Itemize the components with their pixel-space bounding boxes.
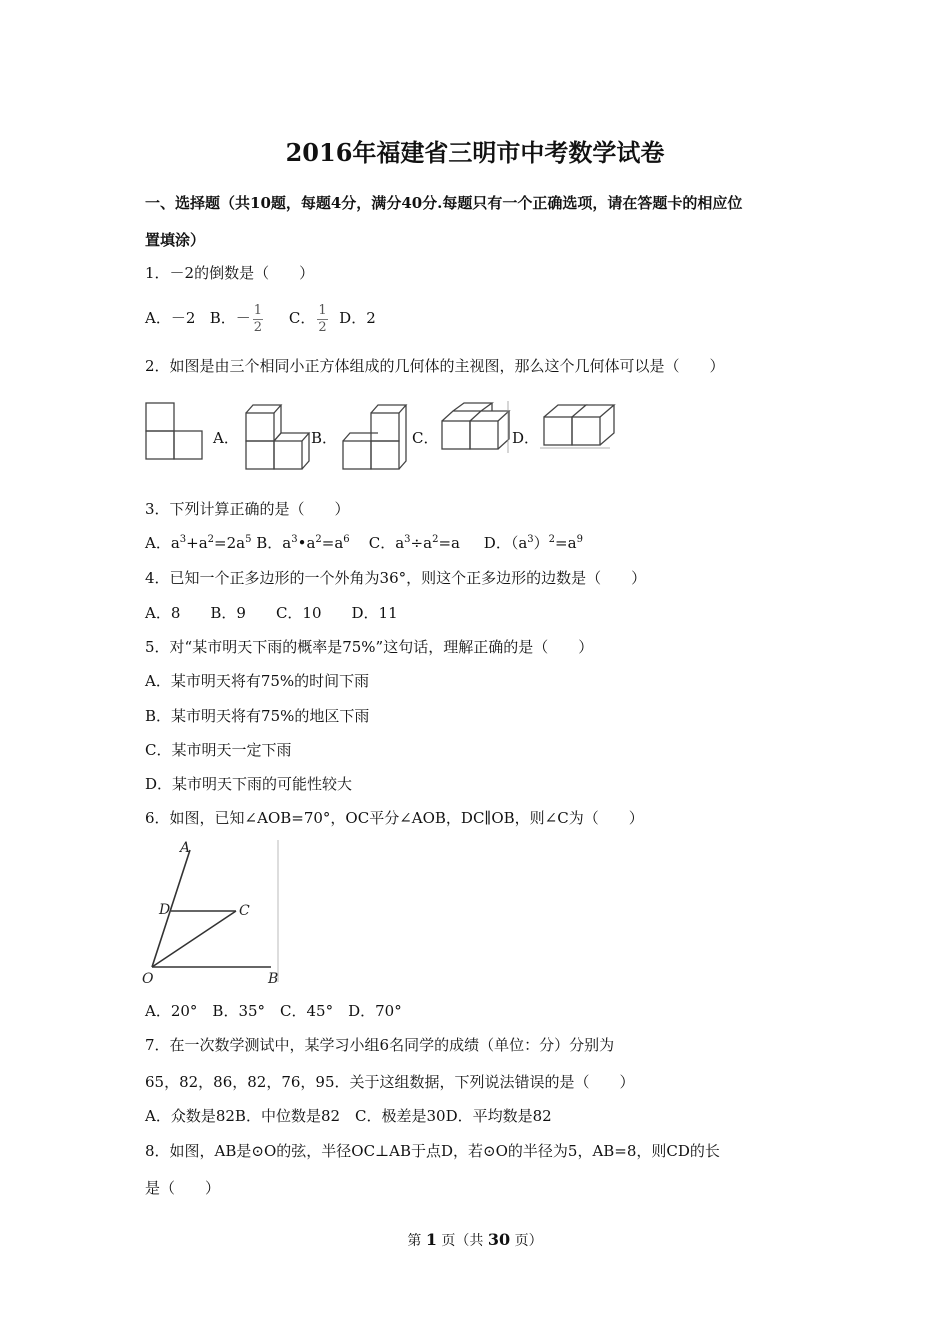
label-o: O — [142, 971, 154, 987]
question-4-stem: 4．已知一个正多边形的一个外角为36°，则这个正多边形的边数是（ ） — [145, 569, 647, 587]
question-8-stem-cont: 是（ ） — [145, 1179, 221, 1197]
option-a-label: A． — [213, 429, 239, 447]
option-c-label: C． — [412, 429, 439, 447]
section-heading-cont: 置填涂） — [145, 231, 206, 249]
front-view-figure — [146, 403, 202, 459]
question-6-stem: 6．如图，已知∠AOB=70°，OC平分∠AOB，DC∥OB，则∠C为（ ） — [145, 809, 644, 827]
question-3-stem: 3．下列计算正确的是（ ） — [145, 500, 350, 518]
option-a: A．某市明天将有75%的时间下雨 — [145, 672, 370, 690]
option-c: C．$a^3\div a^2=a$ — [368, 534, 460, 552]
option-d-solid — [540, 405, 614, 448]
question-5-stem: 5．对“某市明天下雨的概率是75%”这句话，理解正确的是（ ） — [145, 638, 594, 656]
page-title: 2016年福建省三明市中考数学试卷 — [285, 138, 665, 167]
page-footer: 第 1 页（共 30 页） — [407, 1230, 543, 1249]
question-6-options: A．20° B．35° C．45° D．70° — [145, 1002, 402, 1020]
option-b: B．某市明天将有75%的地区下雨 — [145, 707, 370, 725]
page-number: 1 — [425, 1230, 437, 1249]
fraction: $\frac{1}{2}$ — [318, 302, 327, 335]
question-1-stem: 1．－2的倒数是（ ） — [145, 264, 315, 282]
page-total: 30 — [487, 1230, 511, 1249]
fraction: $\frac{1}{2}$ — [253, 302, 263, 335]
question-8-stem: 8．如图，AB是⊙O的弦，半径OC⊥AB于点D，若⊙O的半径为5，AB=8，则CD的长 — [145, 1142, 720, 1160]
option-b-solid — [343, 405, 406, 469]
angle-figure — [140, 836, 290, 988]
question-7-options: A．众数是82B．中位数是82 C．极差是30D．平均数是82 — [145, 1107, 552, 1125]
label-b: B — [268, 971, 279, 987]
option-c: C．某市明天一定下雨 — [145, 741, 292, 759]
option-b-label: B． — [311, 429, 338, 447]
option-a-solid — [246, 405, 309, 469]
option-c-solid — [442, 403, 509, 449]
question-2-stem: 2．如图是由三个相同小正方体组成的几何体的主视图，那么这个几何体可以是（ ） — [145, 357, 725, 375]
label-c: C — [239, 903, 250, 919]
option-a: A．－2 — [145, 309, 196, 327]
question-1-options — [145, 298, 376, 338]
question-7-stem: 7．在一次数学测试中，某学习小组6名同学的成绩（单位：分）分别为 — [145, 1036, 615, 1054]
label-d: D — [159, 902, 171, 918]
option-c: C． — [288, 309, 316, 327]
option-d: D．2 — [339, 309, 376, 327]
option-b: B．－ — [209, 309, 251, 327]
option-b: B．$a^3•a^2=a^6$ — [256, 534, 350, 552]
question-7-stem-cont: 65，82，86，82，76，95．关于这组数据，下列说法错误的是（ ） — [145, 1073, 635, 1091]
segment-oc — [152, 911, 236, 967]
option-d: D．某市明天下雨的可能性较大 — [145, 775, 353, 793]
option-a: A．$a^3+a^2=2a^5$ — [145, 534, 252, 552]
label-a: A — [180, 840, 191, 856]
question-4-options: A．8 B．9 C．10 D．11 — [145, 604, 398, 622]
option-d-label: D． — [512, 429, 540, 447]
section-heading: 一、选择题（共10题，每题4分，满分40分.每题只有一个正确选项，请在答题卡的相应位 — [145, 194, 743, 212]
ray-oa — [152, 850, 190, 967]
question-3-options — [145, 532, 583, 553]
option-d: D．$(a^3)^2=a^9$ — [483, 534, 583, 552]
